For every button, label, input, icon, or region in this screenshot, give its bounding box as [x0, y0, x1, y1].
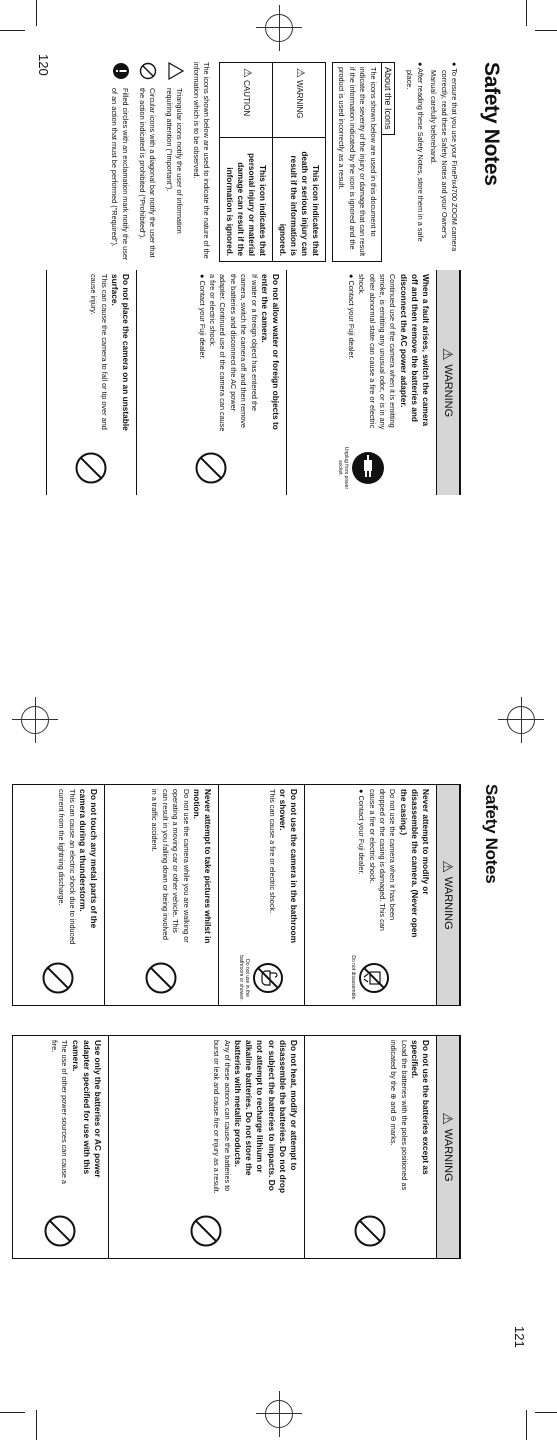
caution-level-description: This icon indicates that personal injury or material damage can result if the information is ignored.	[219, 138, 272, 262]
intro-column	[109, 62, 460, 262]
icon-legend	[109, 62, 211, 262]
table-row	[272, 63, 325, 262]
prohibited-icon	[42, 961, 76, 995]
warning-level-label	[272, 63, 325, 138]
warning-item-body: Do not use the camera when it has been dropped or the casing is damaged. This can cause a fire or electric shock.	[367, 789, 398, 931]
warning-table	[12, 1035, 461, 1259]
warning-item-note-text: Contact your Fuji dealer.	[346, 280, 356, 360]
warning-item-text	[13, 1036, 108, 1204]
icon-legend-intro: The icons shown below are used to indicate the nature of the information which is to be observed.	[191, 62, 211, 259]
warning-item	[108, 1036, 304, 1258]
about-icons-title: About the Icons	[381, 62, 395, 135]
warning-item-symbol	[305, 951, 436, 1005]
level-label-text: WARNING	[294, 80, 304, 119]
warning-item-text	[305, 1036, 436, 1204]
warning-item-text	[305, 785, 436, 951]
caution-triangle-icon: ⚠	[240, 68, 253, 78]
intro-bullet: ● After reading these Safety Notes, store them in a safe place.	[405, 62, 425, 242]
warning-header-text: WARNING	[442, 1128, 454, 1182]
no-bathroom-icon	[253, 962, 285, 994]
legend-item	[136, 62, 157, 262]
warning-item-title: Do not allow water or foreign objects to enter the camera.	[259, 274, 281, 430]
warning-item	[136, 270, 286, 495]
prohibited-icon	[44, 1214, 78, 1248]
warning-item-symbol	[47, 441, 136, 495]
required-icon	[109, 62, 130, 88]
prohibited-icon	[145, 961, 179, 995]
legend-item	[163, 62, 184, 262]
page-number: 121	[512, 1326, 527, 1348]
warning-triangle-icon: ⚠	[440, 1112, 457, 1125]
warning-item-text	[287, 270, 436, 441]
warning-item-text	[109, 1036, 304, 1204]
warning-item	[218, 785, 304, 1005]
triangle-icon	[165, 62, 184, 88]
warning-item-symbol	[305, 1204, 436, 1258]
warning-item-title: Use only the batteries or AC power adapter specified for use with this camera.	[70, 1040, 103, 1178]
symbol-caption: Do not disassemble.	[350, 955, 357, 1001]
level-label-text: CAUTION	[241, 80, 251, 117]
warning-item-note: ● Contact your Fuji dealer.	[197, 274, 207, 360]
warning-item	[286, 270, 436, 495]
warning-item-text	[13, 785, 104, 951]
intro-bullet: ● To ensure that you use your FinePix4700 ZOOM camera correctly, read these Safety Notes and your Owner's Manual carefully beforehand.	[429, 62, 459, 252]
warning-item	[304, 785, 436, 1005]
prohibited-icon	[75, 451, 109, 485]
warning-item-text	[137, 270, 286, 441]
hazard-level-table	[219, 62, 326, 262]
table-row	[219, 63, 272, 262]
warning-triangle-icon: ⚠	[293, 68, 306, 78]
warning-item-body: Load the batteries with the poles positioned as indicated by the ⊕ and ⊖ marks.	[389, 1040, 409, 1191]
warning-item	[12, 1036, 108, 1258]
warning-header	[436, 1036, 459, 1258]
warning-item-title: When a fault arises, switch the camera off and then remove the batteries and disconnect the AC power adapter.	[398, 274, 431, 427]
warning-item-body: Continued use of the camera when it is emitting smoke, is emitting any unusual odor, or is in any other abnormal state can cause a fire or electric shock.	[357, 274, 398, 430]
warning-item	[12, 785, 104, 1005]
warning-level-description: This icon indicates that death or serious injury can result if the information is ignored.	[272, 138, 325, 262]
legend-text: Filled circles with an exclamation mark notify the user of an action that must be performed ("Required").	[110, 88, 130, 261]
symbol-caption: Unplug from power socket.	[337, 446, 350, 490]
warning-item-symbol	[109, 1204, 304, 1258]
page-number: 120	[36, 54, 51, 76]
warning-header	[436, 785, 459, 1005]
do-not-disassemble-icon	[359, 962, 391, 994]
about-icons-text: The icons shown below are used in this document to indicate the severity of the injury or damage that can result if the information indicated by the icon is ignored and the product is used incorrectly as a result.	[332, 62, 382, 262]
warning-item-symbol	[137, 441, 286, 495]
warning-item-title: Do not use the camera in the bathroom or shower.	[277, 789, 299, 943]
warning-header	[436, 270, 459, 495]
intro-bullet-text: After reading these Safety Notes, store them in a safe place.	[405, 68, 425, 242]
warning-item-text	[105, 785, 218, 951]
prohibited-icon	[136, 62, 157, 88]
prohibited-icon	[195, 451, 229, 485]
page-title: Safety Notes	[482, 784, 501, 884]
warning-item-text	[219, 785, 304, 951]
warning-item-symbol	[13, 1204, 108, 1258]
prohibited-icon	[190, 1214, 224, 1248]
warning-item-title: Do not use the batteries except as specified.	[409, 1040, 431, 1175]
warning-item	[104, 785, 218, 1005]
legend-text: Circular icons with a diagonal bar notify the user that the action indicated is prohibited ("Prohibited").	[137, 88, 158, 258]
warning-item-body: This can cause an electric shock due to induced current from the lightning discharge.	[57, 789, 77, 945]
unplug-icon	[352, 451, 386, 485]
warning-header-text: WARNING	[442, 364, 454, 418]
warning-item-symbol	[287, 441, 436, 495]
warning-item-body: If water or a foreign object has entered the camera, switch the camera off and then remove the batteries and disconnect the AC power adapter. Continued use of the camera can cause a fire or electric shock.	[207, 274, 259, 432]
legend-text: Triangular icons notify the user of information requiring attention ("Important").	[164, 88, 185, 234]
warning-item-title: Do not place the camera on an unstable surface.	[109, 274, 131, 431]
warning-item-body: The use of other power sources can cause a fire.	[49, 1040, 70, 1184]
warning-item-body: This can cause a fire or electric shock.	[267, 789, 277, 914]
warning-item-title: Never attempt to take pictures whilst in motion.	[191, 789, 213, 944]
prohibited-icon	[354, 1214, 388, 1248]
warning-table	[46, 270, 461, 495]
legend-item	[109, 62, 130, 262]
warning-item-title: Do not touch any metal parts of the camera during a thunderstorm.	[77, 789, 99, 929]
symbol-caption: Do not use in the bathroom or shower.	[238, 955, 251, 1001]
intro-bullet-text: To ensure that you use your FinePix4700 ZOOM camera correctly, read these Safety Notes and your Owner's Manual carefully beforehand.	[429, 68, 459, 252]
warning-item-note-text: Contact your Fuji dealer.	[357, 795, 367, 875]
warning-item-body: Any of these actions can cause the batteries to burst or leak and cause fire or injury as a result.	[212, 1040, 232, 1194]
caution-level-label	[219, 63, 272, 138]
warning-item-note: ● Contact your Fuji dealer.	[346, 274, 356, 360]
warning-item-body: Do not use the camera while you are walking or operating a moving car or other vehicle. This can result in you falling down or being involved in a traffic accident.	[150, 789, 191, 943]
warning-item	[304, 1036, 436, 1258]
warning-item-symbol	[105, 951, 218, 1005]
warning-item-title: Never attempt to modify or disassemble the camera. (Never open the casing.)	[398, 789, 431, 938]
warning-triangle-icon: ⚠	[440, 347, 457, 361]
warning-item-note-text: Contact your Fuji dealer.	[197, 280, 207, 360]
warning-triangle-icon: ⚠	[440, 860, 457, 873]
warning-item	[46, 270, 136, 495]
warning-table	[12, 784, 461, 1006]
page-title: Safety Notes	[480, 62, 503, 186]
warning-item-title: Do not heat, modify or attempt to disassemble the batteries. Do not drop or subject the batteries to impacts. Do not attempt to recharge lithium or alkaline batteries. Do not store the batteries with metallic products.	[232, 1040, 299, 1194]
warning-item-body: This can cause the camera to fall or tip over and cause injury.	[89, 274, 109, 430]
warning-header-text: WARNING	[442, 876, 454, 930]
warning-item-note: ● Contact your Fuji dealer.	[357, 789, 367, 875]
warning-item-symbol	[219, 951, 304, 1005]
warning-item-symbol	[13, 951, 104, 1005]
warning-item-text	[47, 270, 136, 441]
